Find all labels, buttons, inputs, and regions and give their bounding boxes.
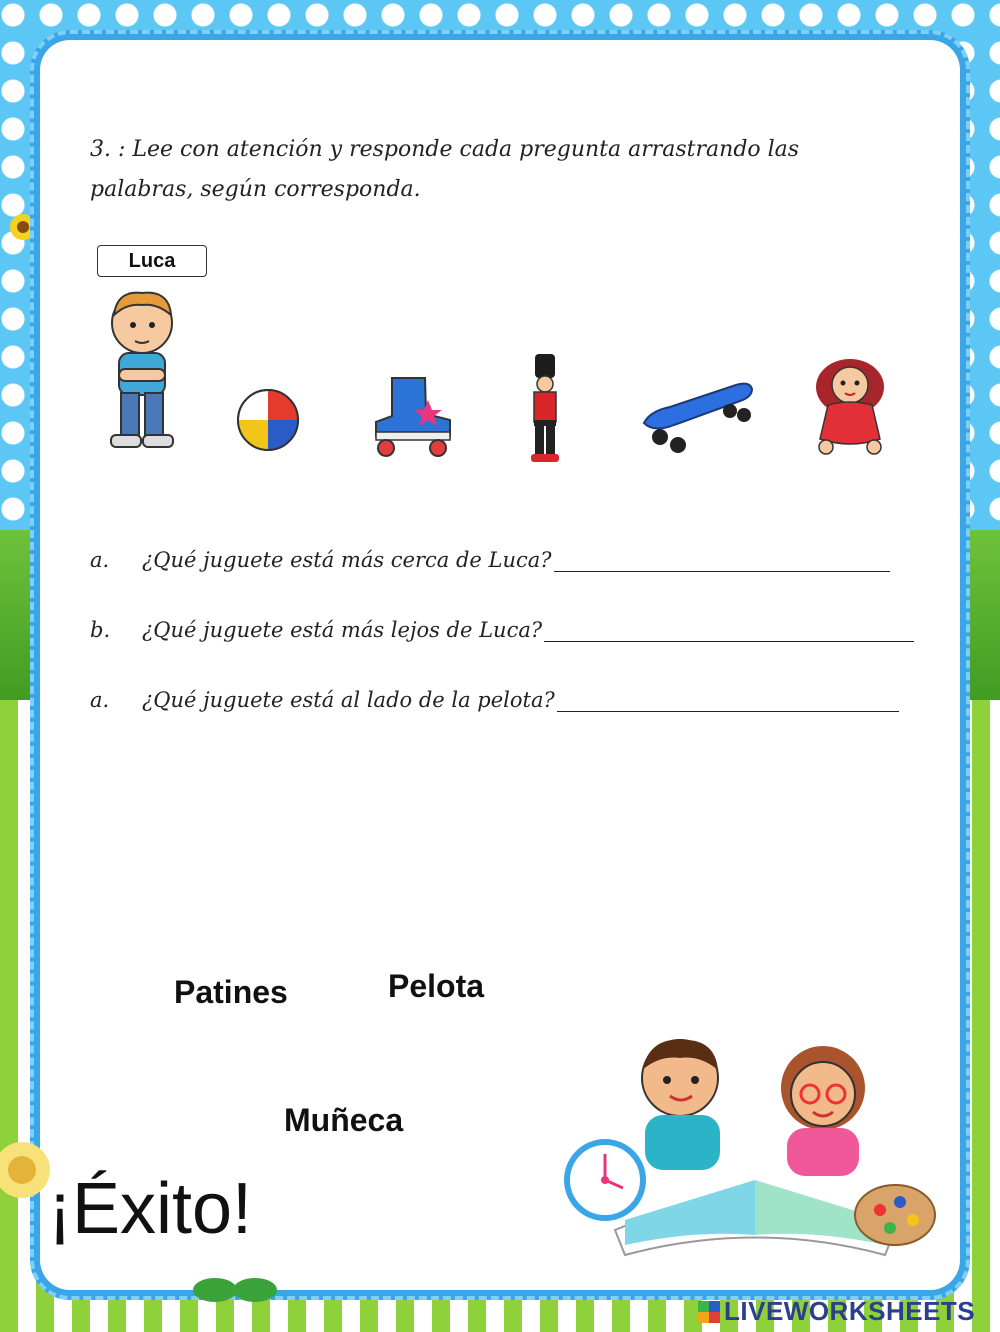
toy-scene bbox=[85, 235, 915, 480]
boy-luca-icon bbox=[97, 285, 187, 455]
instruction-line-2: palabras, según corresponda. bbox=[90, 177, 421, 202]
success-message: ¡Éxito! bbox=[48, 1169, 253, 1249]
brand-name: LIVEWORKSHEETS bbox=[724, 1296, 976, 1326]
question-2 bbox=[90, 618, 914, 642]
answer-drop-zone-3[interactable] bbox=[557, 709, 899, 712]
drag-word-muneca[interactable]: Muñeca bbox=[284, 1102, 404, 1138]
question-1 bbox=[90, 548, 890, 572]
drag-word-patines[interactable]: Patines bbox=[174, 974, 288, 1010]
toy-soldier-icon bbox=[525, 350, 565, 465]
drag-word-pelota[interactable]: Pelota bbox=[388, 968, 485, 1004]
question-text: ¿Qué juguete está más lejos de Luca? bbox=[142, 618, 543, 642]
answer-drop-zone-1[interactable] bbox=[554, 569, 890, 572]
question-letter: a. bbox=[90, 688, 110, 712]
doll-icon bbox=[810, 355, 890, 455]
answer-drop-zone-2[interactable] bbox=[544, 639, 914, 642]
sunflower-icon bbox=[8, 212, 38, 242]
question-text: ¿Qué juguete está más cerca de Luca? bbox=[142, 548, 552, 572]
beach-ball-icon bbox=[235, 387, 301, 453]
leaves-icon bbox=[190, 1268, 280, 1308]
liveworksheets-logo bbox=[698, 1296, 975, 1327]
instruction-line-1: 3. : Lee con atención y responde cada pregunta arrastrando las bbox=[90, 137, 800, 162]
kids-reading-illustration bbox=[555, 1030, 955, 1265]
skateboard-icon bbox=[640, 375, 755, 455]
roller-skate-icon bbox=[370, 370, 455, 460]
instruction-text bbox=[90, 130, 910, 210]
question-letter: a. bbox=[90, 548, 110, 572]
question-letter: b. bbox=[90, 618, 111, 642]
question-3 bbox=[90, 688, 899, 712]
liveworksheets-logo-icon bbox=[698, 1301, 720, 1323]
question-text: ¿Qué juguete está al lado de la pelota? bbox=[142, 688, 555, 712]
name-tag-luca: Luca bbox=[97, 245, 207, 277]
